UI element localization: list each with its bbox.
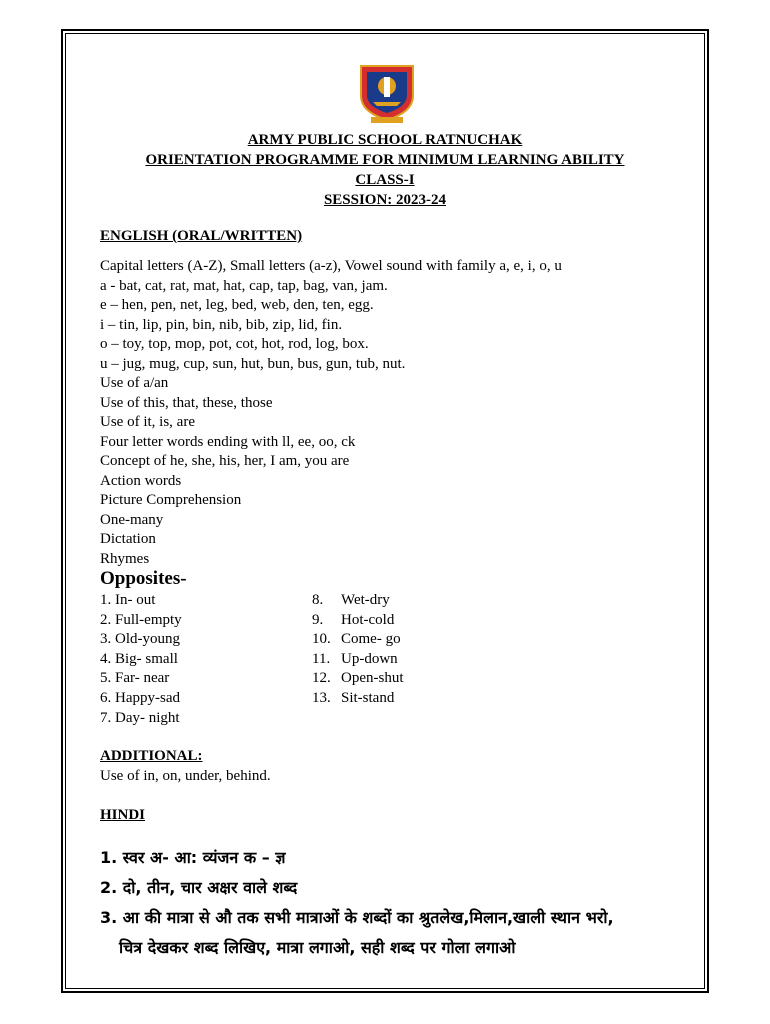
english-line: e – hen, pen, net, leg, bed, web, den, ten, egg. xyxy=(100,297,374,313)
item-number: 10. xyxy=(312,631,331,648)
opposite-item: 5. Far- near xyxy=(100,670,170,687)
school-name: ARMY PUBLIC SCHOOL RATNUCHAK xyxy=(247,132,523,148)
opposite-item: 1. In- out xyxy=(100,592,156,608)
opposites-list-left xyxy=(100,591,182,728)
english-line: i – tin, lip, pin, bin, nib, bib, zip, lid, fin. xyxy=(100,316,343,333)
hindi-topics xyxy=(100,843,614,963)
english-line: Four letter words ending with ll, ee, oo, ck xyxy=(100,433,356,450)
opposites-title: Opposites- xyxy=(100,568,187,589)
english-line: Rhymes xyxy=(100,550,150,567)
english-heading: ENGLISH (ORAL/WRITTEN) xyxy=(100,228,303,244)
class-label: CLASS-I xyxy=(355,172,415,188)
opposite-item xyxy=(312,611,404,631)
opposite-item: 3. Old-young xyxy=(100,631,180,648)
english-line: Picture Comprehension xyxy=(100,492,242,508)
item-text: Come- go xyxy=(341,631,401,648)
opposite-item: 2. Full-empty xyxy=(100,611,182,628)
opposite-item xyxy=(312,669,404,689)
item-number: 12. xyxy=(312,670,331,687)
english-line: One-many xyxy=(100,511,164,528)
english-line: u – jug, mug, cup, sun, hut, bun, bus, gun, tub, nut. xyxy=(100,355,406,372)
english-line: a - bat, cat, rat, mat, hat, cap, tap, bag, van, jam. xyxy=(100,277,388,294)
hindi-heading: HINDI xyxy=(100,807,146,823)
opposites-list-right xyxy=(312,591,404,709)
item-text: Sit-stand xyxy=(341,689,395,706)
opposite-item xyxy=(312,650,404,670)
item-text: Wet-dry xyxy=(341,592,390,608)
item-number: 8. xyxy=(312,592,324,608)
additional-text: Use of in, on, under, behind. xyxy=(100,768,271,784)
english-topics xyxy=(100,257,562,569)
hindi-line: 3. आ की मात्रा से औ तक सभी मात्राओं के शब्दों का श्रुतलेख,मिलान,खाली स्थान भरो, xyxy=(100,908,614,927)
item-number: 9. xyxy=(312,611,324,628)
item-text: Open-shut xyxy=(341,670,404,687)
item-text: Up-down xyxy=(341,650,398,667)
english-line: Use of it, is, are xyxy=(100,414,195,430)
item-number: 13. xyxy=(312,689,331,706)
opposite-item: 7. Day- night xyxy=(100,709,180,726)
english-line: Action words xyxy=(100,472,182,489)
opposite-item: 4. Big- small xyxy=(100,650,178,667)
programme-title: ORIENTATION PROGRAMME FOR MINIMUM LEARNING ABILITY xyxy=(145,152,625,168)
opposite-item xyxy=(312,689,404,709)
item-text: Hot-cold xyxy=(341,611,395,628)
opposite-item xyxy=(312,630,404,650)
hindi-line: 1. स्वर अ- आ: व्यंजन क – ज्ञ xyxy=(100,848,286,867)
english-line: Concept of he, she, his, her, I am, you are xyxy=(100,453,350,469)
english-line: Capital letters (A-Z), Small letters (a-z), Vowel sound with family a, e, i, o, u xyxy=(100,258,562,274)
english-line: Use of this, that, these, those xyxy=(100,394,273,411)
session-label: SESSION: 2023-24 xyxy=(323,192,447,208)
additional-heading: ADDITIONAL: xyxy=(100,748,203,764)
opposite-item: 6. Happy-sad xyxy=(100,689,180,706)
english-line: Use of a/an xyxy=(100,375,169,391)
hindi-line: 2. दो, तीन, चार अक्षर वाले शब्द xyxy=(100,878,298,897)
document-header xyxy=(90,130,680,210)
english-line: Dictation xyxy=(100,531,156,547)
item-number: 11. xyxy=(312,650,331,667)
english-line: o – toy, top, mop, pot, cot, hot, rod, log, box. xyxy=(100,336,369,352)
opposite-item xyxy=(312,591,404,611)
hindi-line: चित्र देखकर शब्द लिखिए, मात्रा लगाओ, सही शब्द पर गोला लगाओ xyxy=(119,938,516,957)
school-crest-logo xyxy=(355,62,419,124)
